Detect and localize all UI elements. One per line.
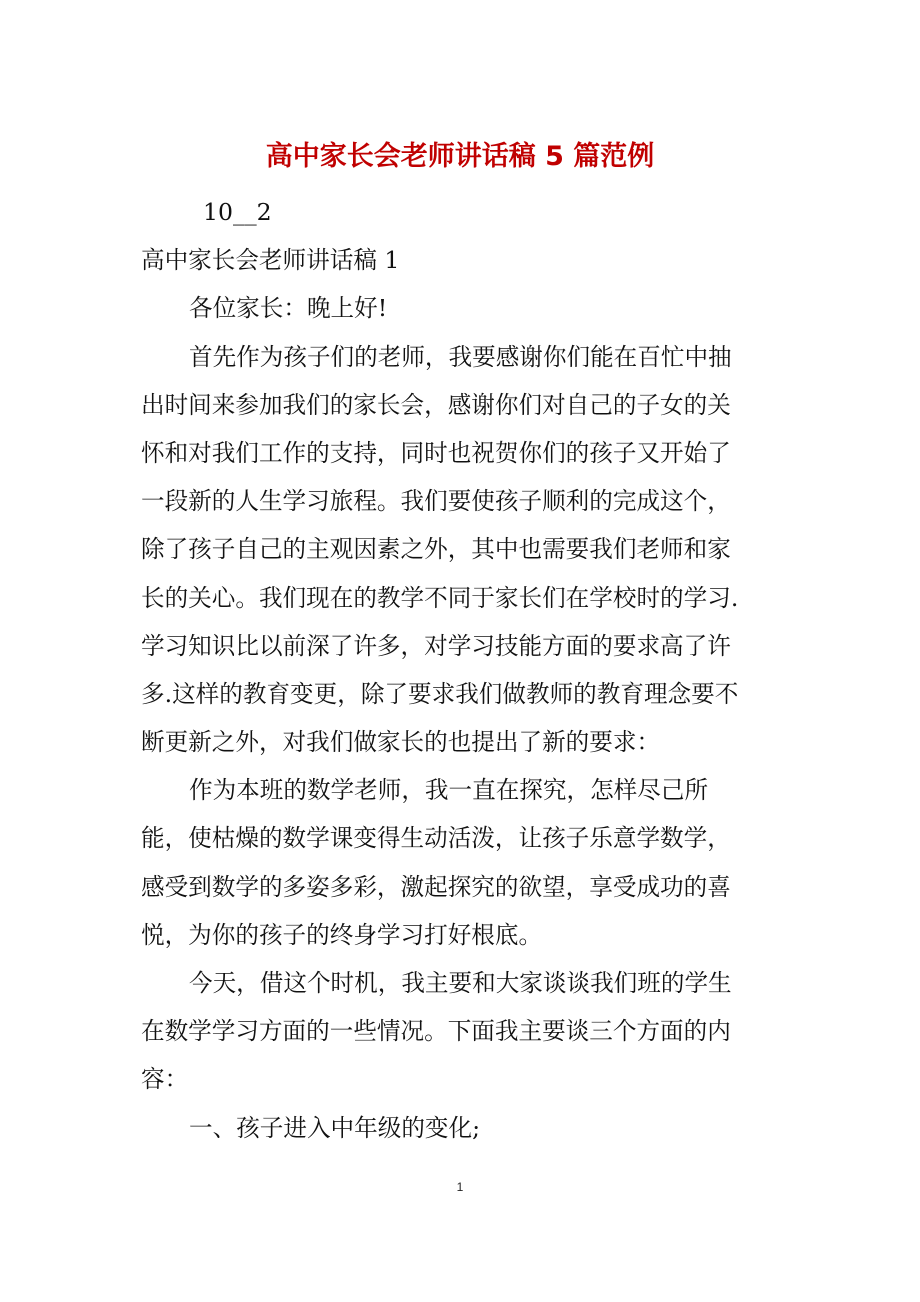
section-heading: 高中家长会老师讲话稿 1 — [141, 246, 400, 275]
document-date: 10__2 — [203, 198, 272, 226]
document-title: 高中家长会老师讲话稿 5 篇范例 — [265, 141, 655, 172]
paragraph-line: 悦，为你的孩子的终身学习打好根底。 — [141, 920, 543, 949]
greeting-line: 各位家长：晚上好! — [189, 294, 388, 323]
paragraph-line: 怀和对我们工作的支持，同时也祝贺你们的孩子又开始了 — [141, 438, 731, 467]
list-item-heading: 一、孩子进入中年级的变化; — [189, 1113, 481, 1142]
paragraph-line: 断更新之外，对我们做家长的也提出了新的要求： — [141, 728, 661, 757]
document-body — [141, 188, 773, 1152]
paragraph-line: 出时间来参加我们的家长会，感谢你们对自己的子女的关 — [141, 390, 731, 419]
paragraph-line: 作为本班的数学老师，我一直在探究，怎样尽己所 — [189, 776, 709, 805]
paragraph-line: 多.这样的教育变更，除了要求我们做教师的教育理念要不 — [141, 679, 739, 708]
paragraph-line: 今天，借这个时机，我主要和大家谈谈我们班的学生 — [189, 969, 732, 997]
paragraph-line: 容： — [141, 1065, 189, 1094]
page-number: 1 — [456, 1180, 464, 1194]
paragraph-line: 首先作为孩子们的老师，我要感谢你们能在百忙中抽 — [189, 342, 732, 371]
paragraph-line: 一段新的人生学习旅程。我们要使孩子顺利的完成这个， — [141, 487, 731, 516]
paragraph-line: 在数学学习方面的一些情况。下面我主要谈三个方面的内 — [141, 1017, 731, 1046]
paragraph-line: 学习知识比以前深了许多，对学习技能方面的要求高了许 — [141, 631, 731, 660]
paragraph-line: 感受到数学的多姿多彩，激起探究的欲望，享受成功的喜 — [141, 872, 731, 901]
paragraph-line: 除了孩子自己的主观因素之外，其中也需要我们老师和家 — [141, 535, 731, 564]
paragraph-line: 长的关心。我们现在的教学不同于家长们在学校时的学习. — [141, 583, 739, 612]
paragraph-line: 能，使枯燥的数学课变得生动活泼，让孩子乐意学数学， — [141, 824, 731, 853]
